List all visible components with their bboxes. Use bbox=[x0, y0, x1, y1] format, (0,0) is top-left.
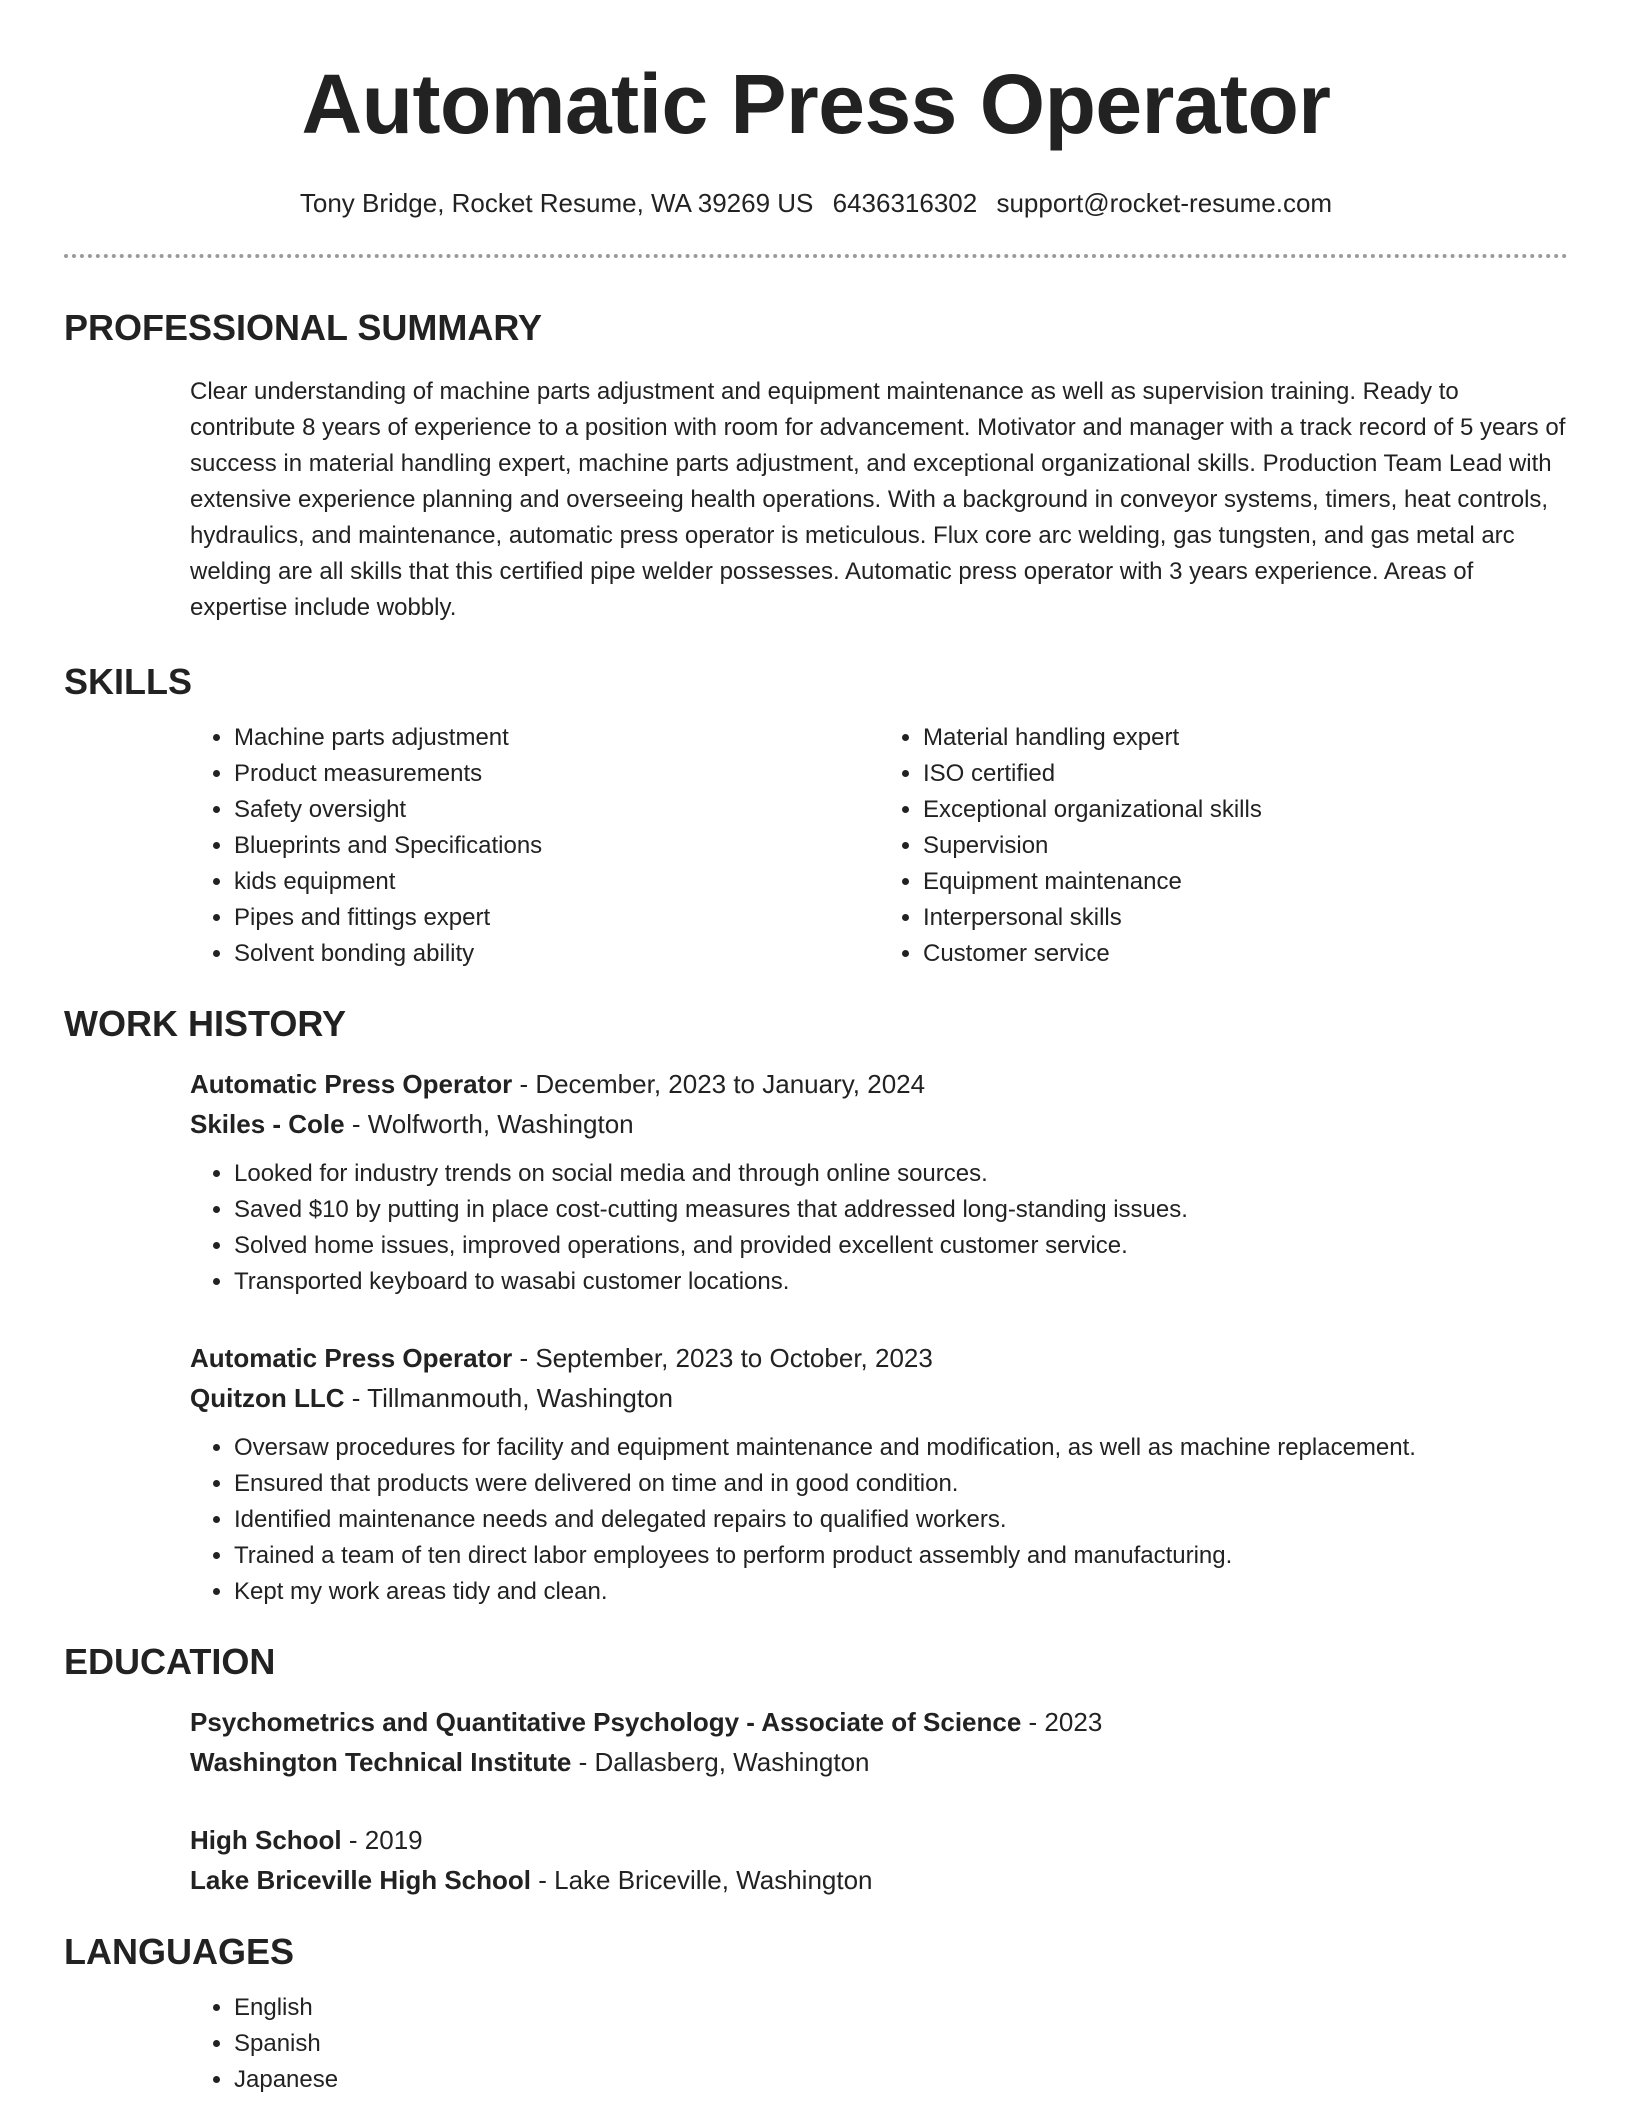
job-bullet: • Kept my work areas tidy and clean. bbox=[234, 1574, 1568, 1610]
skills-list-right bbox=[879, 720, 1568, 972]
skill-item: • Solvent bonding ability bbox=[234, 936, 879, 972]
education-entry bbox=[190, 1702, 1568, 1782]
language-item: • Japanese bbox=[234, 2062, 1568, 2098]
education-heading: EDUCATION bbox=[64, 1641, 276, 1682]
contact-address: Tony Bridge, Rocket Resume, WA 39269 US bbox=[299, 188, 814, 218]
skill-item: • Machine parts adjustment bbox=[234, 720, 879, 756]
education-location: - Dallasberg, Washington bbox=[571, 1747, 870, 1777]
skill-item: • Pipes and fittings expert bbox=[234, 900, 879, 936]
job-bullet: • Identified maintenance needs and delegated repairs to qualified workers. bbox=[234, 1502, 1568, 1538]
skill-item: • Customer service bbox=[923, 936, 1568, 972]
contact-email: support@rocket-resume.com bbox=[996, 188, 1333, 218]
job-company-line bbox=[190, 1104, 1568, 1144]
languages-heading: LANGUAGES bbox=[64, 1931, 295, 1972]
skill-item: • Blueprints and Specifications bbox=[234, 828, 879, 864]
job-company: Quitzon LLC bbox=[190, 1383, 345, 1413]
job-title-line bbox=[190, 1338, 1568, 1378]
education-degree: High School bbox=[190, 1825, 342, 1855]
education-school-line bbox=[190, 1860, 1568, 1900]
job-company-line bbox=[190, 1378, 1568, 1418]
education-school-line bbox=[190, 1742, 1568, 1782]
summary-section bbox=[64, 306, 1568, 626]
skill-item: • Interpersonal skills bbox=[923, 900, 1568, 936]
education-year: - 2019 bbox=[341, 1825, 423, 1855]
job-bullets bbox=[190, 1156, 1568, 1300]
skill-item: • Safety oversight bbox=[234, 792, 879, 828]
job-entry bbox=[190, 1338, 1568, 1610]
skill-item: • ISO certified bbox=[923, 756, 1568, 792]
skill-item: • Exceptional organizational skills bbox=[923, 792, 1568, 828]
summary-heading: PROFESSIONAL SUMMARY bbox=[64, 307, 543, 348]
candidate-title: Automatic Press Operator bbox=[301, 57, 1331, 151]
skills-list-left bbox=[190, 720, 879, 972]
job-bullet: • Trained a team of ten direct labor employees to perform product assembly and manufacturing. bbox=[234, 1538, 1568, 1574]
skills-heading: SKILLS bbox=[64, 661, 193, 702]
job-entry bbox=[190, 1064, 1568, 1300]
job-bullet: • Oversaw procedures for facility and equipment maintenance and modification, as well as machine replacement. bbox=[234, 1430, 1568, 1466]
job-bullet: • Transported keyboard to wasabi customer locations. bbox=[234, 1264, 1568, 1300]
skill-item: • Supervision bbox=[923, 828, 1568, 864]
job-bullet: • Looked for industry trends on social media and through online sources. bbox=[234, 1156, 1568, 1192]
education-school: Lake Briceville High School bbox=[190, 1865, 531, 1895]
education-section bbox=[64, 1640, 1568, 1900]
languages-list bbox=[190, 1990, 1568, 2098]
header-divider bbox=[64, 254, 1568, 258]
job-location: - Wolfworth, Washington bbox=[344, 1109, 634, 1139]
education-entry bbox=[190, 1820, 1568, 1900]
contact-phone: 6436316302 bbox=[832, 188, 978, 218]
skill-item: • Product measurements bbox=[234, 756, 879, 792]
education-degree: Psychometrics and Quantitative Psychology - Associate of Science bbox=[190, 1707, 1022, 1737]
languages-section bbox=[64, 1930, 1568, 2098]
work-heading: WORK HISTORY bbox=[64, 1003, 347, 1044]
skill-item: • kids equipment bbox=[234, 864, 879, 900]
education-school: Washington Technical Institute bbox=[190, 1747, 572, 1777]
job-bullet: • Ensured that products were delivered on time and in good condition. bbox=[234, 1466, 1568, 1502]
job-location: - Tillmanmouth, Washington bbox=[344, 1383, 674, 1413]
job-role: Automatic Press Operator bbox=[190, 1069, 513, 1099]
job-company: Skiles - Cole bbox=[190, 1109, 345, 1139]
job-title-line bbox=[190, 1064, 1568, 1104]
language-item: • Spanish bbox=[234, 2026, 1568, 2062]
resume-header bbox=[64, 0, 1568, 220]
education-location: - Lake Briceville, Washington bbox=[531, 1865, 873, 1895]
work-section bbox=[64, 1002, 1568, 1610]
skill-item: • Equipment maintenance bbox=[923, 864, 1568, 900]
contact-line bbox=[64, 186, 1568, 220]
job-dates: - September, 2023 to October, 2023 bbox=[512, 1343, 933, 1373]
education-degree-line bbox=[190, 1820, 1568, 1860]
education-degree-line bbox=[190, 1702, 1568, 1742]
job-bullet: • Solved home issues, improved operations, and provided excellent customer service. bbox=[234, 1228, 1568, 1264]
job-dates: - December, 2023 to January, 2024 bbox=[512, 1069, 926, 1099]
job-bullets bbox=[190, 1430, 1568, 1610]
summary-text: Clear understanding of machine parts adjustment and equipment maintenance as well as supervision training. Ready to contribute 8 years of experience to a position with room for advancement. Motivator and manager with a track record of 5 years of success in material handling expert, machine parts adjustment, and exceptional organizational skills. Production Team Lead with extensive experience planning and overseeing health operations. With a background in conveyor systems, timers, heat controls, hydraulics, and maintenance, automatic press operator is meticulous. Flux core arc welding, gas tungsten, and gas metal arc welding are all skills that this certified pipe welder possesses. Automatic press operator with 3 years experience. Areas of expertise include wobbly. bbox=[190, 378, 1566, 621]
job-role: Automatic Press Operator bbox=[190, 1343, 513, 1373]
skill-item: • Material handling expert bbox=[923, 720, 1568, 756]
language-item: • English bbox=[234, 1990, 1568, 2026]
job-bullet: • Saved $10 by putting in place cost-cutting measures that addressed long-standing issues. bbox=[234, 1192, 1568, 1228]
education-year: - 2023 bbox=[1021, 1707, 1103, 1737]
skills-section bbox=[64, 660, 1568, 972]
